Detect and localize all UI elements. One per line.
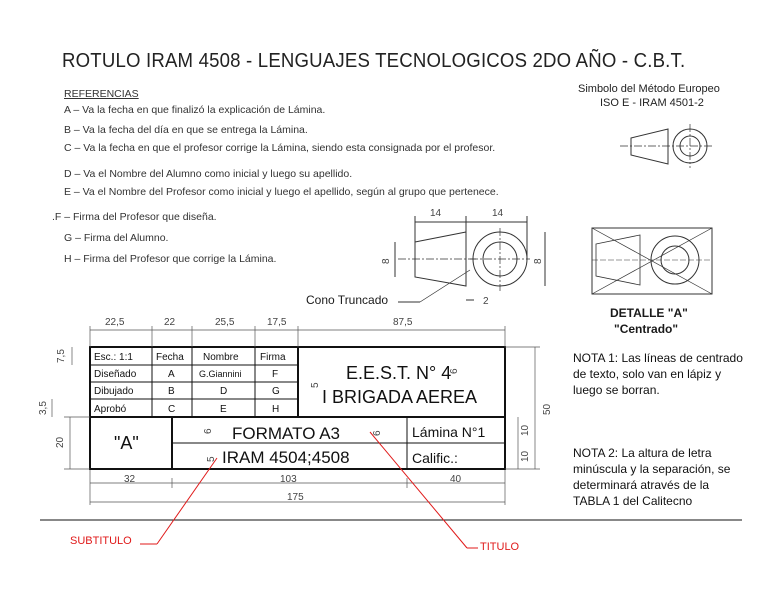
dim-label: 22 — [164, 317, 176, 328]
references-heading: REFERENCIAS — [64, 88, 139, 100]
school-subtitle: I BRIGADA AEREA — [322, 387, 478, 407]
dim-label: 50 — [542, 403, 553, 415]
detalle-title: DETALLE "A" — [610, 306, 688, 320]
dim-label: 175 — [287, 492, 304, 503]
dim-label: 14 — [492, 208, 504, 219]
cone-label: Cono Truncado — [306, 293, 389, 307]
subtitulo-callout: SUBTITULO — [70, 535, 132, 547]
dim-label: 8 — [381, 258, 392, 264]
row-fecha: A — [168, 369, 175, 380]
row-nombre: D — [220, 386, 228, 397]
symbol-title: Simbolo del Método Europeo — [578, 83, 720, 95]
lamina-number: Lámina N°1 — [412, 424, 486, 440]
dim-label: 22,5 — [105, 317, 125, 328]
dim-label: 2 — [483, 296, 489, 307]
row-firma: G — [272, 386, 280, 397]
row-nombre: G.Giannini — [199, 369, 242, 379]
nota-2: NOTA 2: La altura de letra minúscula y la separación, se determinará através de la TABLA 1 del Calitecno — [573, 446, 731, 508]
dim-label: 40 — [450, 474, 462, 485]
dim-label: 103 — [280, 474, 297, 485]
dim-label: 10 — [520, 450, 531, 462]
row-label: Aprobó — [94, 404, 127, 415]
reference-item: .F – Firma del Profesor que diseña. — [52, 211, 217, 223]
row-label: Dibujado — [94, 386, 134, 397]
row-fecha: B — [168, 386, 175, 397]
header-fecha: Fecha — [156, 352, 184, 363]
reference-item: E – Va el Nombre del Profesor como inicial y luego el apellido, según al grupo que pertenece. — [64, 186, 499, 198]
detalle-subtitle: "Centrado" — [614, 322, 679, 336]
dim-label: 32 — [124, 474, 136, 485]
dim-label: 3,5 — [38, 401, 49, 415]
dim-label: 6 — [372, 430, 383, 436]
header-nombre: Nombre — [203, 352, 239, 363]
reference-item: B – Va la fecha del día en que se entrega la Lámina. — [64, 124, 308, 136]
dim-label: 87,5 — [393, 317, 413, 328]
reference-item: G – Firma del Alumno. — [64, 232, 169, 244]
reference-item: C – Va la fecha en que el profesor corrige la Lámina, siendo esta consignada por el profesor. — [64, 142, 496, 154]
symbol-subtitle: ISO E - IRAM 4501-2 — [600, 97, 704, 109]
row-firma: H — [272, 404, 280, 415]
dim-label: 5 — [206, 456, 217, 462]
dim-label: 6 — [449, 368, 460, 374]
school-name: E.E.S.T. N° 4 — [346, 363, 452, 383]
cone-drawing — [395, 216, 545, 302]
dim-label: 25,5 — [215, 317, 235, 328]
dim-label: 7,5 — [56, 349, 67, 363]
reference-item: H – Firma del Profesor que corrige la Lámina. — [64, 253, 277, 265]
dim-label: 10 — [520, 424, 531, 436]
iso-symbol-drawing — [620, 124, 712, 168]
header-firma: Firma — [260, 352, 286, 363]
detail-reference: "A" — [114, 433, 139, 453]
dim-label: 5 — [310, 382, 321, 388]
formato-title: FORMATO A3 — [232, 424, 341, 443]
detalle-a-drawing — [592, 228, 712, 294]
reference-item: D – Va el Nombre del Alumno como inicial y luego su apellido. — [64, 168, 353, 180]
dim-label: 8 — [533, 258, 544, 264]
row-firma: F — [272, 369, 279, 380]
dim-label: 20 — [55, 436, 66, 448]
dim-label: 17,5 — [267, 317, 287, 328]
row-fecha: C — [168, 404, 176, 415]
dim-label: 6 — [203, 428, 214, 434]
reference-item: A – Va la fecha en que finalizó la explicación de Lámina. — [64, 104, 326, 116]
row-nombre: E — [220, 404, 227, 415]
header-escala: Esc.: 1:1 — [94, 352, 133, 363]
iram-subtitle: IRAM 4504;4508 — [222, 448, 350, 467]
nota-1: NOTA 1: Las líneas de centrado de texto, solo van en lápiz y luego se borran. — [573, 351, 743, 397]
page-title: ROTULO IRAM 4508 - LENGUAJES TECNOLOGICOS 2DO AÑO - C.B.T. — [62, 50, 686, 72]
titulo-callout: TITULO — [480, 541, 520, 553]
calific-label: Calific.: — [412, 450, 458, 466]
dim-label: 14 — [430, 208, 442, 219]
row-label: Diseñado — [94, 369, 137, 380]
